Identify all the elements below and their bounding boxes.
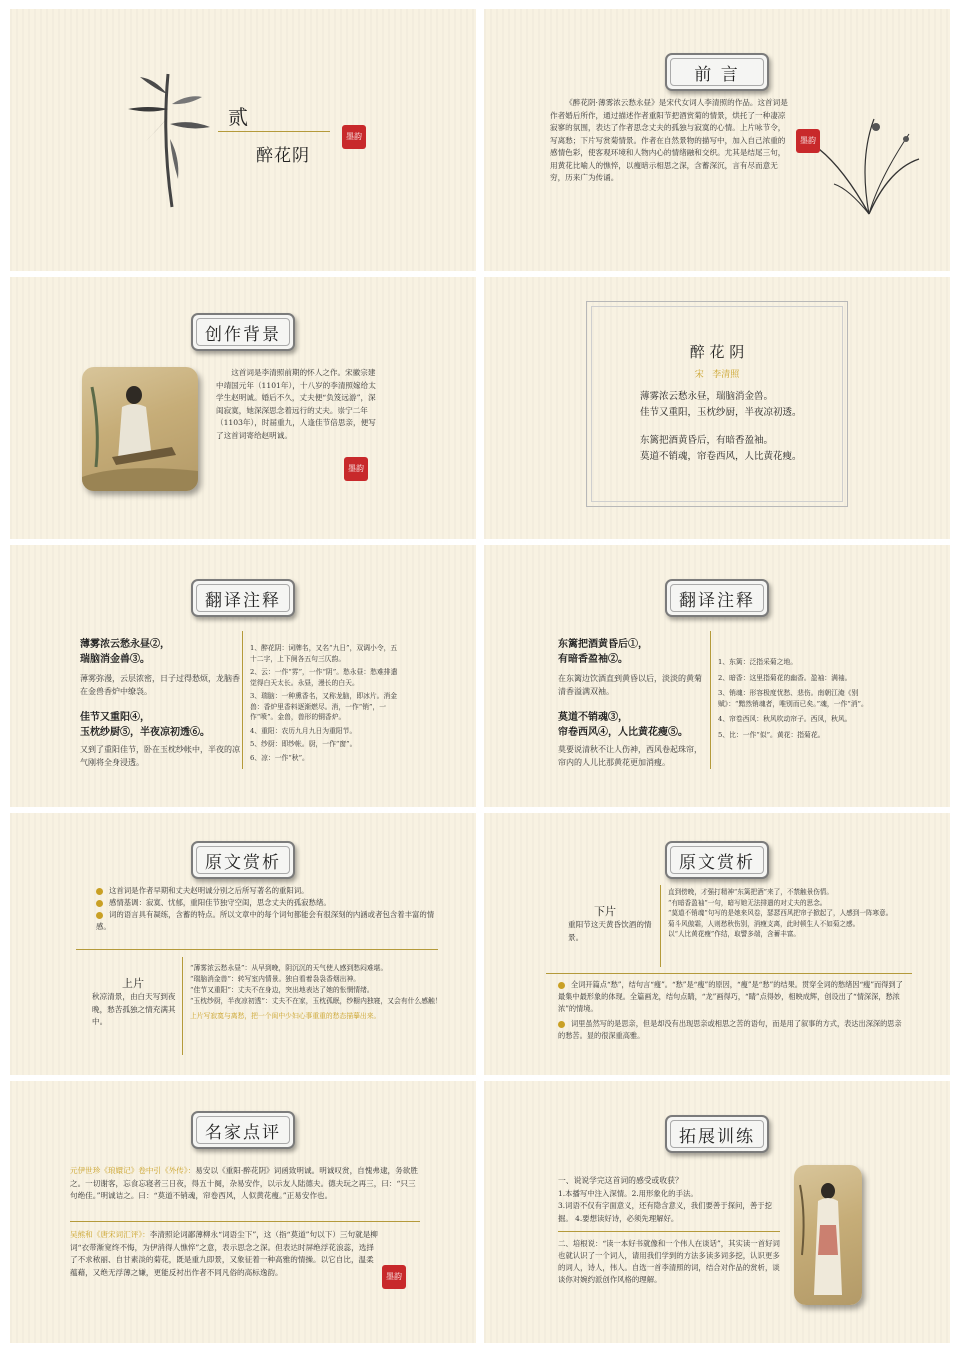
slide-reviews[interactable] [10, 1081, 476, 1343]
slide-title: 创作背景 [191, 313, 295, 351]
analysis-item: 直到傍晚，才强打精神“东篱把酒”来了，不禁触景伤情。 [668, 888, 833, 896]
poem-line: 薄雾浓云愁永昼，瑞脑消金兽。 [640, 391, 774, 402]
slide-translation-2[interactable] [484, 545, 950, 807]
bullet-item: 全词开篇点“愁”，结句言“瘦”。“愁”是“瘦”的原因，“瘦”是“愁”的结果。贯穿全词的愁绪因“瘦”而得到了最集中最形象的体现。全篇画龙，结句点睛，“龙”画得巧，“睛”点得妙，相映成辉，创设出了“情深深，愁浓浓”的情境。 [558, 980, 903, 1013]
section-title: 上片 [122, 977, 144, 990]
slide-title: 原文赏析 [665, 841, 769, 879]
orchid-painting-icon [814, 109, 924, 219]
section-title: 下片 [594, 905, 616, 918]
analysis-list [668, 887, 898, 940]
question-1: 一、说说学完这首词的感受或收获？ [558, 1176, 683, 1185]
section-divider [558, 1231, 780, 1232]
slide-title: 拓展训练 [665, 1115, 769, 1153]
preface-text: 《醉花阴·薄雾浓云愁永昼》是宋代女词人李清照的作品。这首词是作者婚后所作，通过描述作者重阳节把酒赏菊的情景，烘托了一种凄凉寂寥的氛围，表达了作者思念丈夫的孤独与寂寞的心情。上片咏节令，写离愁；下片写赏菊情景。作者在自然景物的描写中，加入自己浓重的感情色彩，使客观环境和人物内心的情绪融和交织。尤其是结尾三句，用黄花比喻人的憔悴，以瘦暗示相思之深，含蓄深沉，言有尽而意无穷，历来广为传诵。 [550, 98, 788, 182]
verse-translation: 在东篱边饮酒直到黄昏以后，淡淡的黄菊清香溢满双袖。 [558, 674, 702, 696]
bullet-dot-icon [96, 912, 103, 919]
verse-line: 玉枕纱厨⑤，半夜凉初透⑥。 [80, 727, 210, 738]
column-divider [242, 631, 243, 769]
poem-title: 醉 花 阴 [689, 343, 745, 361]
review-paragraph [70, 1229, 380, 1279]
note-item: 6、凉：一作“秋”。 [250, 753, 309, 762]
review-source: 吴熊和《唐宋词汇评》： [70, 1230, 150, 1239]
notes-list [718, 657, 868, 740]
poem-line: 莫道不销魂，帘卷西风，人比黄花瘦。 [640, 451, 802, 462]
note-item: 5、比：一作“似”。黄花：指菊花。 [718, 730, 825, 739]
analysis-item: “有暗香盈袖”一句，暗写她无法排遣的对丈夫的思念。 [668, 898, 827, 907]
red-seal-stamp: 墨韵 [796, 129, 820, 153]
slide-title: 名家点评 [191, 1111, 295, 1149]
notes-list [250, 643, 400, 763]
bullet-item: 感情基调：寂寞、忧郁，重阳佳节独守空闺，思念丈夫的孤寂愁绪。 [96, 897, 442, 909]
slide-translation-1[interactable] [10, 545, 476, 807]
analysis-item: “佳节又重阳”：丈夫不在身边，突出地表达了她的怅惘情绪。 [190, 986, 374, 994]
review-source: 元伊世珍《琅嬛记》卷中引《外传》： [70, 1166, 196, 1175]
verse-translation: 又到了重阳佳节，卧在玉枕纱帐中，半夜的凉气刚将全身浸透。 [80, 745, 240, 767]
standing-lady-figure-icon [794, 1165, 862, 1305]
review-body: 易安以《重阳·醉花阴》词函致明诚。明诚叹赏，自愧弗逮，务欲胜之。一切谢客，忘食忘寝者三日夜，得五十阕，杂易安作，以示友人陆德夫。德夫玩之再三，曰：“只三句绝佳。”明诚诘之。曰：“莫道不销魂，帘卷西风，人似黄花瘦。”正易安作也。 [70, 1166, 418, 1200]
poem-lines [640, 389, 880, 465]
bullet-dot-icon [558, 982, 565, 989]
background-text: 这首词是李清照前期的怀人之作。宋徽宗建中靖国元年（1101年），十八岁的李清照嫁给太学生赵明诚。婚后不久，丈夫便“负笈远游”，深闺寂寞，她深深思念着远行的丈夫。崇宁二年（1103年），时届重九，人逢佳节倍思亲，便写了这首词寄给赵明诚。 [216, 368, 376, 440]
verse-line: 薄雾浓云愁永昼②， [80, 639, 170, 650]
verse-block [558, 637, 704, 769]
note-item: 3、销魂：形容极度忧愁、悲伤。南朝江淹《别赋》：“黯然销魂者，唯别而已矣。”魂，一作“消”。 [718, 689, 868, 708]
red-seal-stamp: 墨韵 [344, 457, 368, 481]
analysis-highlight: 上片写寂寞与离愁，把一个闺中少妇心事重重的愁态描摹出来。 [190, 1012, 381, 1020]
bullet-item: 词里虽然写的是思亲，但是却没有出现思亲或相思之苦的语句，而是用了叙事的方式，表达出深深的思亲的愁苦。显的很深重高雅。 [558, 1019, 902, 1040]
bamboo-painting-icon [110, 69, 220, 209]
note-item: 2、暗香：这里指菊花的幽香。盈袖：满袖。 [718, 673, 852, 682]
analysis-item: “薄雾浓云愁永昼”：从早到晚，阴沉沉的天气使人感到愁闷难堪。 [190, 964, 388, 972]
analysis-item: “莫道不销魂”句写的是她来风卷，瑟瑟西风把帘子掀起了，人感到一阵寒意。菊斗风傲霜，人则愁秋伤别，消瘦支离，此时顿生人不如菊之感。 [668, 909, 893, 928]
note-item: 4、帘卷西风：秋风吹动帘子。西风，秋风。 [718, 715, 852, 723]
section-divider [70, 1221, 420, 1222]
analysis-item: “玉枕纱厨，半夜凉初透”：丈夫不在家，玉枕孤眠，纱橱内独寝，又会有什么感触！ [190, 997, 442, 1005]
ancient-lady-painting [82, 367, 198, 491]
slide-analysis-2[interactable] [484, 813, 950, 1075]
slide-exercises[interactable] [484, 1081, 950, 1343]
section-divider [546, 973, 912, 974]
bullet-list [96, 885, 442, 933]
note-item: 5、纱厨：即纱帐。厨，一作“窗”。 [250, 740, 357, 748]
verse-line: 东篱把酒黄昏后①， [558, 639, 648, 650]
bullet-dot-icon [96, 888, 103, 895]
chapter-number: 贰 [228, 105, 248, 129]
review-paragraph [70, 1165, 422, 1203]
bullet-item: 这首词是作者早期和丈夫赵明诚分别之后所写著名的重阳词。 [96, 885, 442, 897]
title-divider [218, 131, 330, 132]
slide-title: 翻译注释 [665, 579, 769, 617]
verse-line: 瑞脑消金兽③。 [80, 654, 150, 665]
note-item: 4、重阳：农历九月九日为重阳节。 [250, 726, 357, 735]
review-body: 李清照论词鄙薄柳永“词语尘下”，这（指“莫道”句以下）三句就是柳词“衣带渐宽终不悔，为伊消得人憔悴”之意，表示思念之深。但表达时屏绝浮花浪蕊，选择了不求秾丽、自甘素淡的菊花，既是重九即景，又象征着一种高雅的情操。以它自比，温柔蕴藉，又绝无浮薄之嫌，更能反衬出作者不同凡俗的高标逸韵。 [70, 1230, 378, 1277]
column-divider [710, 631, 711, 769]
bullet-item: 词的语言具有凝练，含蓄的特点。所以文章中的每个词句都能会有很深刻的内涵或者包含着丰富的情感。 [96, 910, 435, 931]
note-item: 3、瑞脑：一种熏香名，又称龙脑，即冰片。消金兽：香炉里香料逐渐燃尽。消，一作“销”，一作“喷”。金兽，兽形的铜香炉。 [250, 692, 398, 721]
question-2: 二、培根说：“读一本好书就像和一个伟人在谈话”，其实读一首好词也就认识了一个词人，请用我们学到的方法多读多词多挖，认识更多的词人，诗人，伟人。自选一首李清照的词，结合对作品的赏析，谈谈你对婉约派创作风格的理解。 [558, 1239, 780, 1284]
section-desc: 秋凉清景，由白天写到夜晚，愁苦孤独之情充满其中。 [92, 992, 176, 1026]
verse-line: 莫道不销魂③， [558, 712, 628, 723]
verse-translation: 薄雾弥漫，云层浓密，日子过得愁烦，龙脑香在金兽香炉中缭袅。 [80, 674, 240, 696]
red-seal-stamp: 墨韵 [382, 1265, 406, 1289]
verse-line: 帘卷西风④，人比黄花瘦⑤。 [558, 727, 688, 738]
answer-item: 3.词语不仅有字面意义，还有隐含意义，我们要善于探问，善于挖掘。 4.要想读好诗，必须先理解好。 [558, 1201, 772, 1223]
bullet-list [558, 979, 904, 1042]
analysis-item: 以“人比黄花瘦”作结，取譬多端，含蓄丰富。 [668, 930, 801, 938]
slide-title: 前 言 [665, 53, 769, 91]
poem-line: 东篱把酒黄昏后，有暗香盈袖。 [640, 435, 774, 446]
slide-title: 翻译注释 [191, 579, 295, 617]
column-divider [182, 957, 183, 1055]
slide-cover[interactable] [10, 9, 476, 271]
slide-title: 原文赏析 [191, 841, 295, 879]
note-item: 1、东篱：泛指采菊之地。 [718, 658, 798, 666]
verse-line: 佳节又重阳④， [80, 712, 150, 723]
exercise-block [558, 1175, 780, 1286]
verse-line: 有暗香盈袖②。 [558, 654, 628, 665]
column-divider [660, 885, 661, 967]
answer-item: 1.本播写中注入深情。2.用形象化的手法。 [558, 1188, 698, 1198]
slide-poem[interactable] [484, 277, 950, 539]
section-divider [76, 949, 438, 950]
verse-block [80, 637, 240, 769]
analysis-list [190, 963, 446, 1022]
poem-line: 佳节又重阳，玉枕纱厨，半夜凉初透。 [640, 407, 802, 418]
bullet-dot-icon [558, 1021, 565, 1028]
analysis-item: “瑞脑消金兽”：转写室内情景。独自看着袅袅香烟出神。 [190, 975, 361, 983]
seated-lady-figure-icon [82, 367, 198, 491]
bullet-dot-icon [96, 900, 103, 907]
verse-translation: 莫要说清秋不让人伤神，西风卷起珠帘，帘内的人儿比那黄花更加消瘦。 [558, 745, 702, 767]
note-item: 1、醉花阴：词牌名，又名“九日”，双调小令，五十二字，上下阕各五句三仄韵。 [250, 644, 398, 663]
note-item: 2、云：一作“雰”，一作“阴”。愁永昼：愁难排遣觉得白天太长。永昼，漫长的白天。 [250, 668, 398, 687]
section-desc: 重阳节这天黄昏饮酒的情景。 [568, 920, 652, 942]
red-seal-stamp: 墨韵 [342, 125, 366, 149]
poem-line [640, 421, 880, 433]
slide-analysis-1[interactable] [10, 813, 476, 1075]
slide-preface[interactable] [484, 9, 950, 271]
slide-background[interactable] [10, 277, 476, 539]
cover-title: 醉花阴 [256, 146, 310, 166]
standing-lady-painting [794, 1165, 862, 1305]
poem-author: 宋 李清照 [694, 370, 740, 380]
